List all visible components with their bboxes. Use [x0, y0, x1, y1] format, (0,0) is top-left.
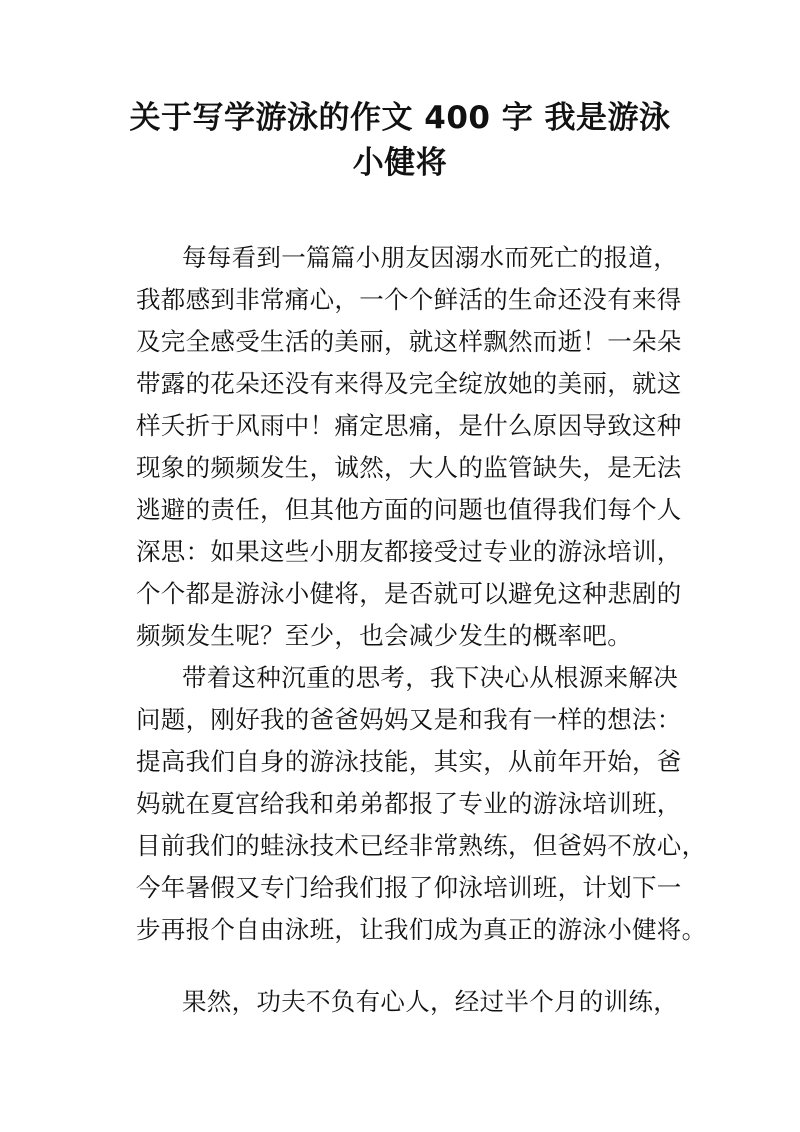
document-title — [120, 96, 680, 186]
paragraph-line: 问题，刚好我的爸爸妈妈又是和我有一样的想法： — [136, 705, 682, 734]
paragraph-line: 每每看到一篇篇小朋友因溺水而死亡的报道， — [182, 243, 678, 272]
paragraph-3 — [136, 981, 696, 1023]
paragraph-line: 果然，功夫不负有心人，经过半个月的训练， — [182, 987, 678, 1016]
paragraph-1 — [136, 237, 696, 657]
document-body — [136, 237, 707, 1023]
paragraph-line: 提高我们自身的游泳技能，其实，从前年开始，爸 — [136, 747, 682, 776]
paragraph-2 — [136, 657, 707, 951]
title-line: 关于写学游泳的作文 400 字 我是游泳 — [129, 100, 671, 136]
paragraph-line: 及完全感受生活的美丽，就这样飘然而逝！一朵朵 — [136, 327, 682, 356]
paragraph-line: 深思：如果这些小朋友都接受过专业的游泳培训， — [136, 537, 682, 566]
paragraph-line: 逃避的责任，但其他方面的问题也值得我们每个人 — [136, 495, 682, 524]
paragraph-line: 个个都是游泳小健将，是否就可以避免这种悲剧的 — [136, 579, 682, 608]
paragraph-line: 现象的频频发生，诚然，大人的监管缺失，是无法 — [136, 453, 682, 482]
title-line: 小健将 — [352, 145, 448, 181]
paragraph-line: 带着这种沉重的思考，我下决心从根源来解决 — [182, 663, 678, 692]
paragraph-line: 步再报个自由泳班，让我们成为真正的游泳小健将。 — [136, 915, 707, 944]
paragraph-line: 频频发生呢？至少，也会减少发生的概率吧。 — [136, 621, 632, 650]
paragraph-line: 带露的花朵还没有来得及完全绽放她的美丽，就这 — [136, 369, 682, 398]
paragraph-line: 今年暑假又专门给我们报了仰泳培训班，计划下一 — [136, 873, 682, 902]
paragraph-line: 我都感到非常痛心，一个个鲜活的生命还没有来得 — [136, 285, 682, 314]
paragraph-spacer — [136, 951, 696, 981]
paragraph-line: 妈就在夏宫给我和弟弟都报了专业的游泳培训班， — [136, 789, 682, 818]
paragraph-line: 样夭折于风雨中！痛定思痛，是什么原因导致这种 — [136, 411, 682, 440]
paragraph-line: 目前我们的蛙泳技术已经非常熟练，但爸妈不放心， — [136, 831, 707, 860]
